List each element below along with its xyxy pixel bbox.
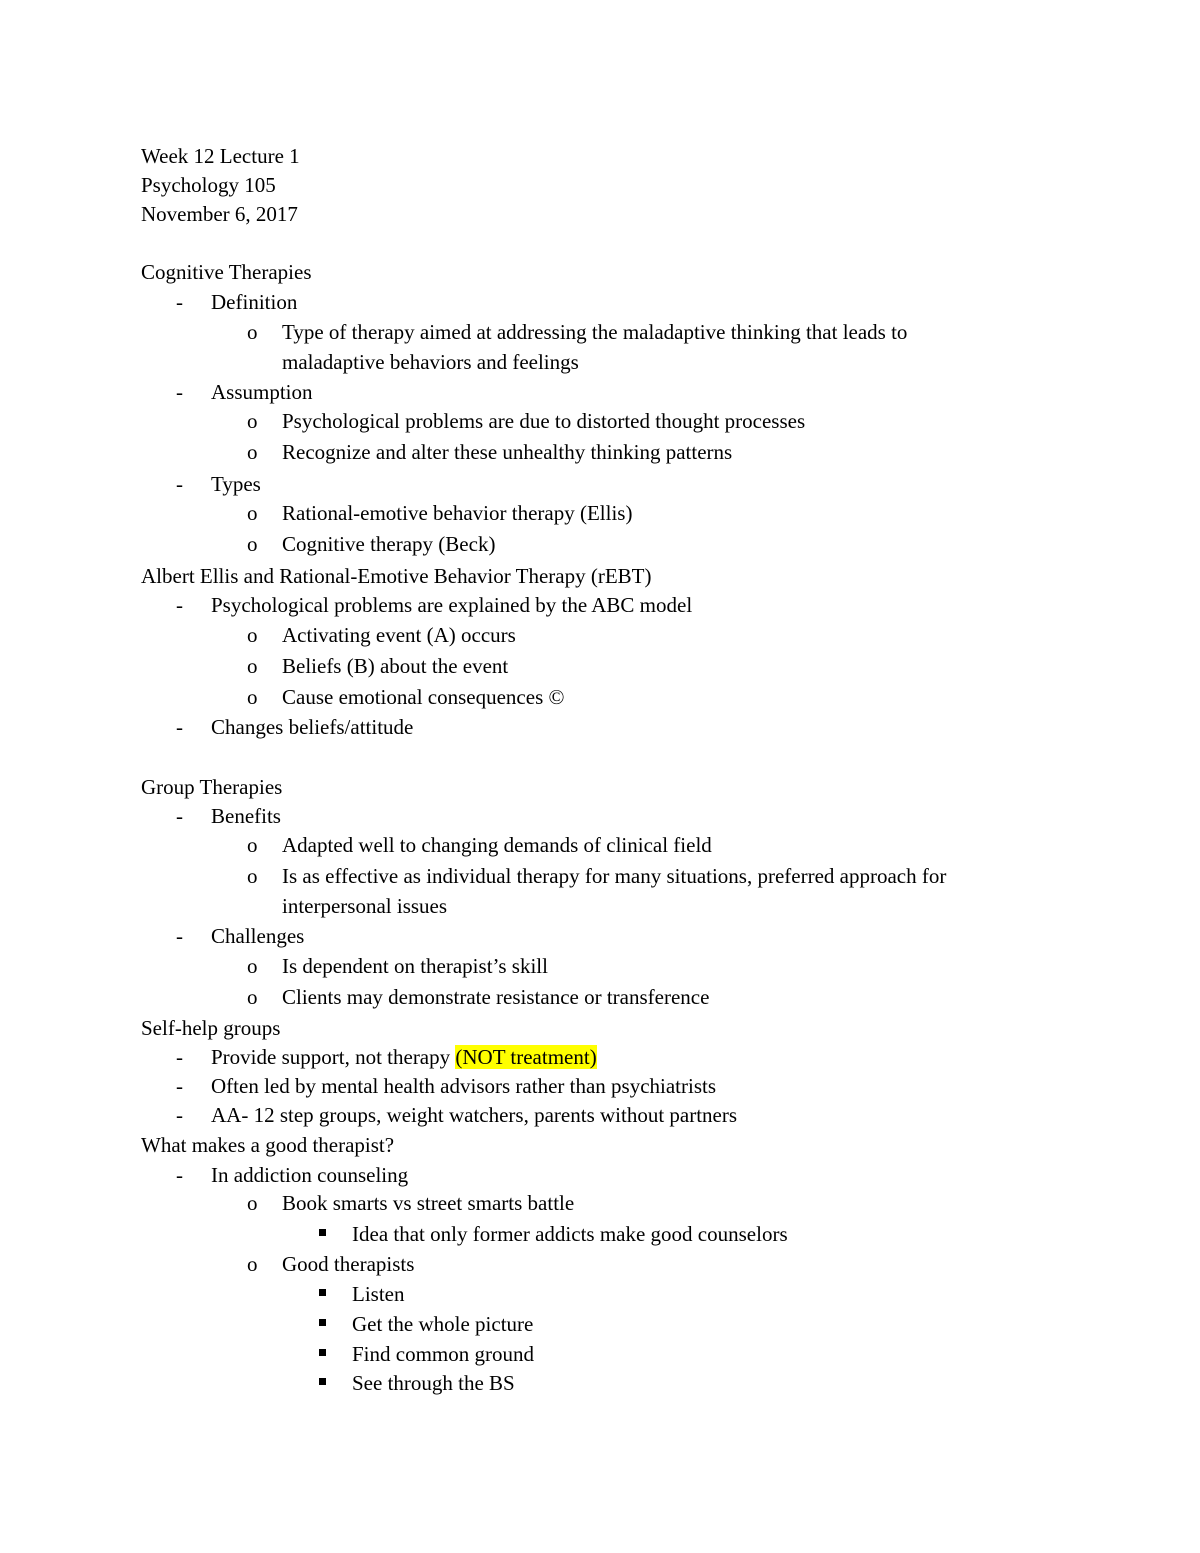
selfhelp-item: Often led by mental health advisors rather than psychiatrists (211, 1074, 717, 1098)
square-bullet-icon (319, 1319, 326, 1326)
definition-text-line-2: maladaptive behaviors and feelings (282, 350, 579, 374)
square-bullet-icon (319, 1229, 326, 1236)
dash-bullet: - (176, 593, 183, 617)
circle-bullet: o (247, 833, 258, 857)
circle-bullet: o (247, 1191, 258, 1215)
circle-bullet: o (247, 320, 258, 344)
dash-bullet: - (176, 1074, 183, 1098)
bullet-changes: Changes beliefs/attitude (211, 715, 414, 739)
selfhelp-item-support (211, 1044, 597, 1070)
section-heading-selfhelp: Self-help groups (141, 1016, 281, 1040)
book-smarts-item: Book smarts vs street smarts battle (282, 1191, 575, 1215)
abc-item: Activating event (A) occurs (282, 623, 516, 647)
circle-bullet: o (247, 440, 258, 464)
circle-bullet: o (247, 532, 258, 556)
assumption-item: Psychological problems are due to distorted thought processes (282, 409, 806, 433)
bullet-challenges: Challenges (211, 924, 305, 948)
circle-bullet: o (247, 623, 258, 647)
bullet-assumption: Assumption (211, 380, 313, 404)
types-item: Cognitive therapy (Beck) (282, 532, 496, 556)
circle-bullet: o (247, 654, 258, 678)
square-bullet-icon (319, 1378, 326, 1385)
bullet-definition: Definition (211, 290, 298, 314)
circle-bullet: o (247, 864, 258, 888)
assumption-item: Recognize and alter these unhealthy thinking patterns (282, 440, 733, 464)
circle-bullet: o (247, 954, 258, 978)
dash-bullet: - (176, 804, 183, 828)
selfhelp-support-text: Provide support, not therapy (211, 1045, 456, 1069)
bullet-types: Types (211, 472, 261, 496)
selfhelp-item: AA- 12 step groups, weight watchers, parents without partners (211, 1103, 738, 1127)
benefit-item: Adapted well to changing demands of clinical field (282, 833, 712, 857)
dash-bullet: - (176, 380, 183, 404)
challenge-item: Is dependent on therapist’s skill (282, 954, 548, 978)
circle-bullet: o (247, 501, 258, 525)
bullet-benefits: Benefits (211, 804, 281, 828)
good-therapist-trait: Find common ground (352, 1342, 534, 1366)
dash-bullet: - (176, 924, 183, 948)
circle-bullet: o (247, 685, 258, 709)
good-therapists-item: Good therapists (282, 1252, 415, 1276)
good-therapist-trait: Get the whole picture (352, 1312, 534, 1336)
dash-bullet: - (176, 290, 183, 314)
section-heading-ellis: Albert Ellis and Rational-Emotive Behavior Therapy (rEBT) (141, 564, 652, 588)
dash-bullet: - (176, 1045, 183, 1069)
section-heading-therapist: What makes a good therapist? (141, 1133, 395, 1157)
dash-bullet: - (176, 1163, 183, 1187)
bullet-abc-model: Psychological problems are explained by the ABC model (211, 593, 693, 617)
dash-bullet: - (176, 715, 183, 739)
definition-text-line-1: Type of therapy aimed at addressing the maladaptive thinking that leads to (282, 320, 908, 344)
book-smarts-detail: Idea that only former addicts make good counselors (352, 1222, 788, 1246)
bullet-addiction-counseling: In addiction counseling (211, 1163, 409, 1187)
circle-bullet: o (247, 1252, 258, 1276)
square-bullet-icon (319, 1349, 326, 1356)
good-therapist-trait: Listen (352, 1282, 405, 1306)
abc-item: Beliefs (B) about the event (282, 654, 509, 678)
lecture-title: Week 12 Lecture 1 (141, 144, 300, 168)
challenge-item: Clients may demonstrate resistance or transference (282, 985, 710, 1009)
highlighted-text: (NOT treatment) (455, 1045, 597, 1069)
good-therapist-trait: See through the BS (352, 1371, 515, 1395)
types-item: Rational-emotive behavior therapy (Ellis) (282, 501, 633, 525)
dash-bullet: - (176, 472, 183, 496)
section-heading-cognitive: Cognitive Therapies (141, 260, 312, 284)
lecture-date: November 6, 2017 (141, 202, 298, 226)
benefit-item-line-2: interpersonal issues (282, 894, 448, 918)
section-heading-group: Group Therapies (141, 775, 283, 799)
dash-bullet: - (176, 1103, 183, 1127)
course-name: Psychology 105 (141, 173, 276, 197)
abc-item: Cause emotional consequences © (282, 685, 565, 709)
circle-bullet: o (247, 409, 258, 433)
benefit-item-line-1: Is as effective as individual therapy for many situations, preferred approach for (282, 864, 947, 888)
circle-bullet: o (247, 985, 258, 1009)
square-bullet-icon (319, 1289, 326, 1296)
